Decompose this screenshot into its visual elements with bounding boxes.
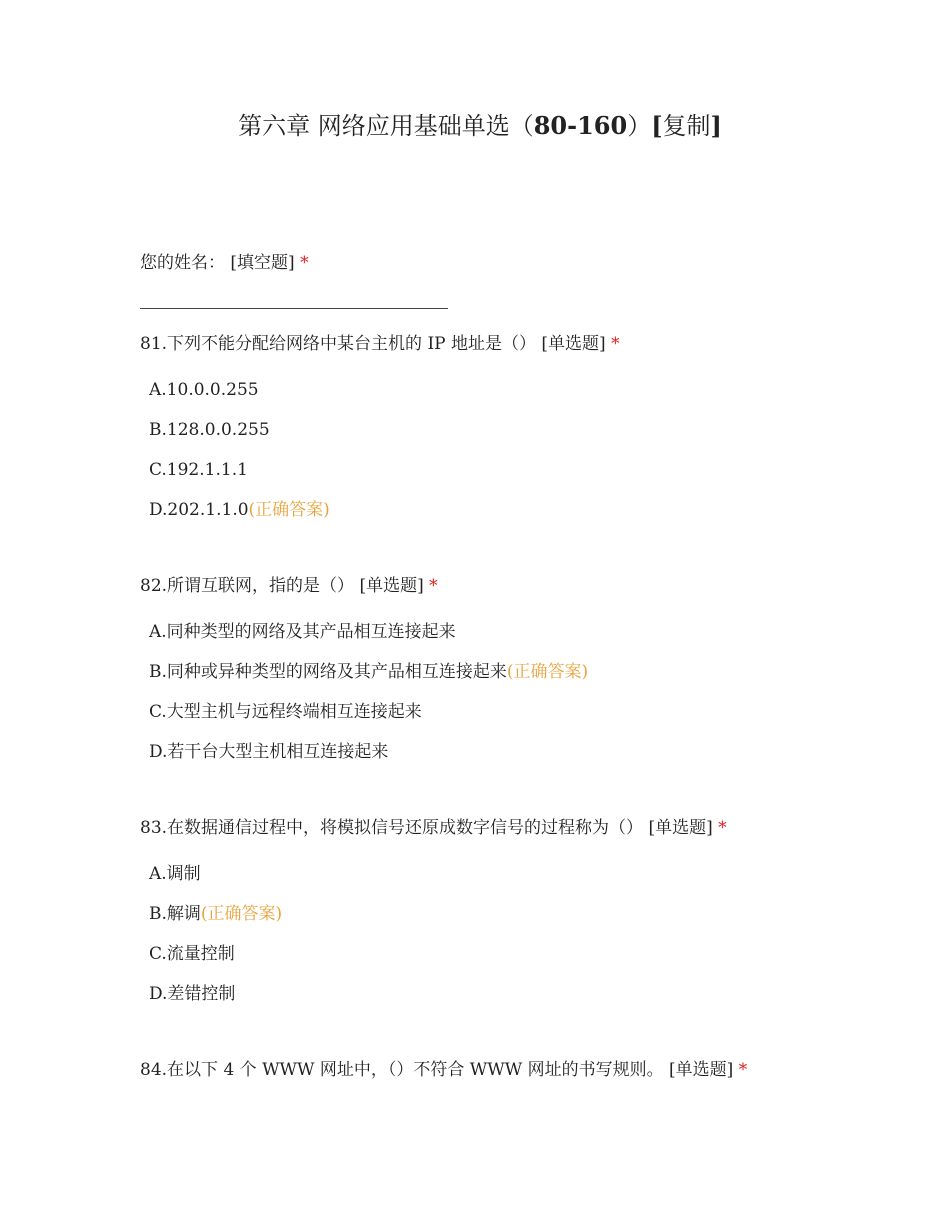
name-label-text: 您的姓名： (140, 253, 225, 273)
question-type: [单选题] (541, 334, 606, 354)
question-text: 82.所谓互联网，指的是（） (140, 576, 355, 596)
option-label: A.同种类型的网络及其产品相互连接起来 (149, 622, 456, 642)
name-field-block (140, 250, 448, 309)
option-c[interactable] (149, 457, 620, 483)
required-mark: * (429, 576, 438, 596)
title-paren: ） (627, 112, 652, 140)
correct-answer-label: (正确答案) (200, 904, 283, 924)
page-title (0, 110, 950, 142)
option-label: D.若干台大型主机相互连接起来 (149, 742, 389, 762)
required-mark: * (300, 253, 309, 273)
question-83 (140, 815, 727, 1007)
option-d[interactable] (149, 739, 588, 765)
option-c[interactable] (149, 941, 727, 967)
option-label: C.192.1.1.1 (149, 460, 248, 480)
question-type: [填空题] (230, 253, 295, 273)
question-title (140, 1057, 747, 1083)
option-b[interactable] (149, 901, 727, 927)
question-type: [单选题] (359, 576, 424, 596)
question-text: 84.在以下 4 个 WWW 网址中，（）不符合 WWW 网址的书写规则。 (140, 1060, 664, 1080)
option-label: B.同种或异种类型的网络及其产品相互连接起来 (149, 662, 507, 682)
name-field-label (140, 250, 448, 276)
title-bracket-close: ] (710, 111, 722, 140)
option-d[interactable] (149, 497, 620, 523)
correct-answer-label: (正确答案) (248, 500, 330, 520)
title-bracket-open: [ (651, 111, 663, 140)
correct-answer-label: (正确答案) (506, 662, 589, 682)
question-title (140, 815, 727, 841)
option-label: C.大型主机与远程终端相互连接起来 (149, 702, 422, 722)
required-mark: * (738, 1060, 748, 1080)
question-type: [单选题] (648, 818, 713, 838)
option-b[interactable] (149, 417, 620, 443)
required-mark: * (718, 818, 727, 838)
name-input-line[interactable] (140, 308, 448, 309)
option-label: C.流量控制 (149, 944, 235, 964)
option-label: B.128.0.0.255 (149, 420, 270, 440)
option-label: B.解调 (149, 904, 201, 924)
option-a[interactable] (149, 377, 620, 403)
title-range: 80-160 (533, 111, 628, 140)
title-text: 第六章 网络应用基础单选（ (238, 112, 534, 140)
option-a[interactable] (149, 619, 588, 645)
question-type: [单选题] (669, 1060, 734, 1080)
option-label: D.差错控制 (149, 984, 236, 1004)
question-text: 83.在数据通信过程中，将模拟信号还原成数字信号的过程称为（） (140, 818, 644, 838)
question-text: 81.下列不能分配给网络中某台主机的 IP 地址是（） (140, 334, 536, 354)
option-label: D.202.1.1.0 (149, 500, 249, 520)
question-81 (140, 331, 620, 523)
option-c[interactable] (149, 699, 588, 725)
option-b[interactable] (149, 659, 588, 685)
title-copy-tag: 复制 (662, 112, 711, 140)
question-title (140, 331, 620, 357)
option-d[interactable] (149, 981, 727, 1007)
required-mark: * (611, 334, 620, 354)
question-title (140, 573, 588, 599)
option-label: A.调制 (149, 864, 201, 884)
question-84 (140, 1057, 747, 1083)
option-a[interactable] (149, 861, 727, 887)
option-label: A.10.0.0.255 (149, 380, 259, 400)
question-82 (140, 573, 588, 765)
